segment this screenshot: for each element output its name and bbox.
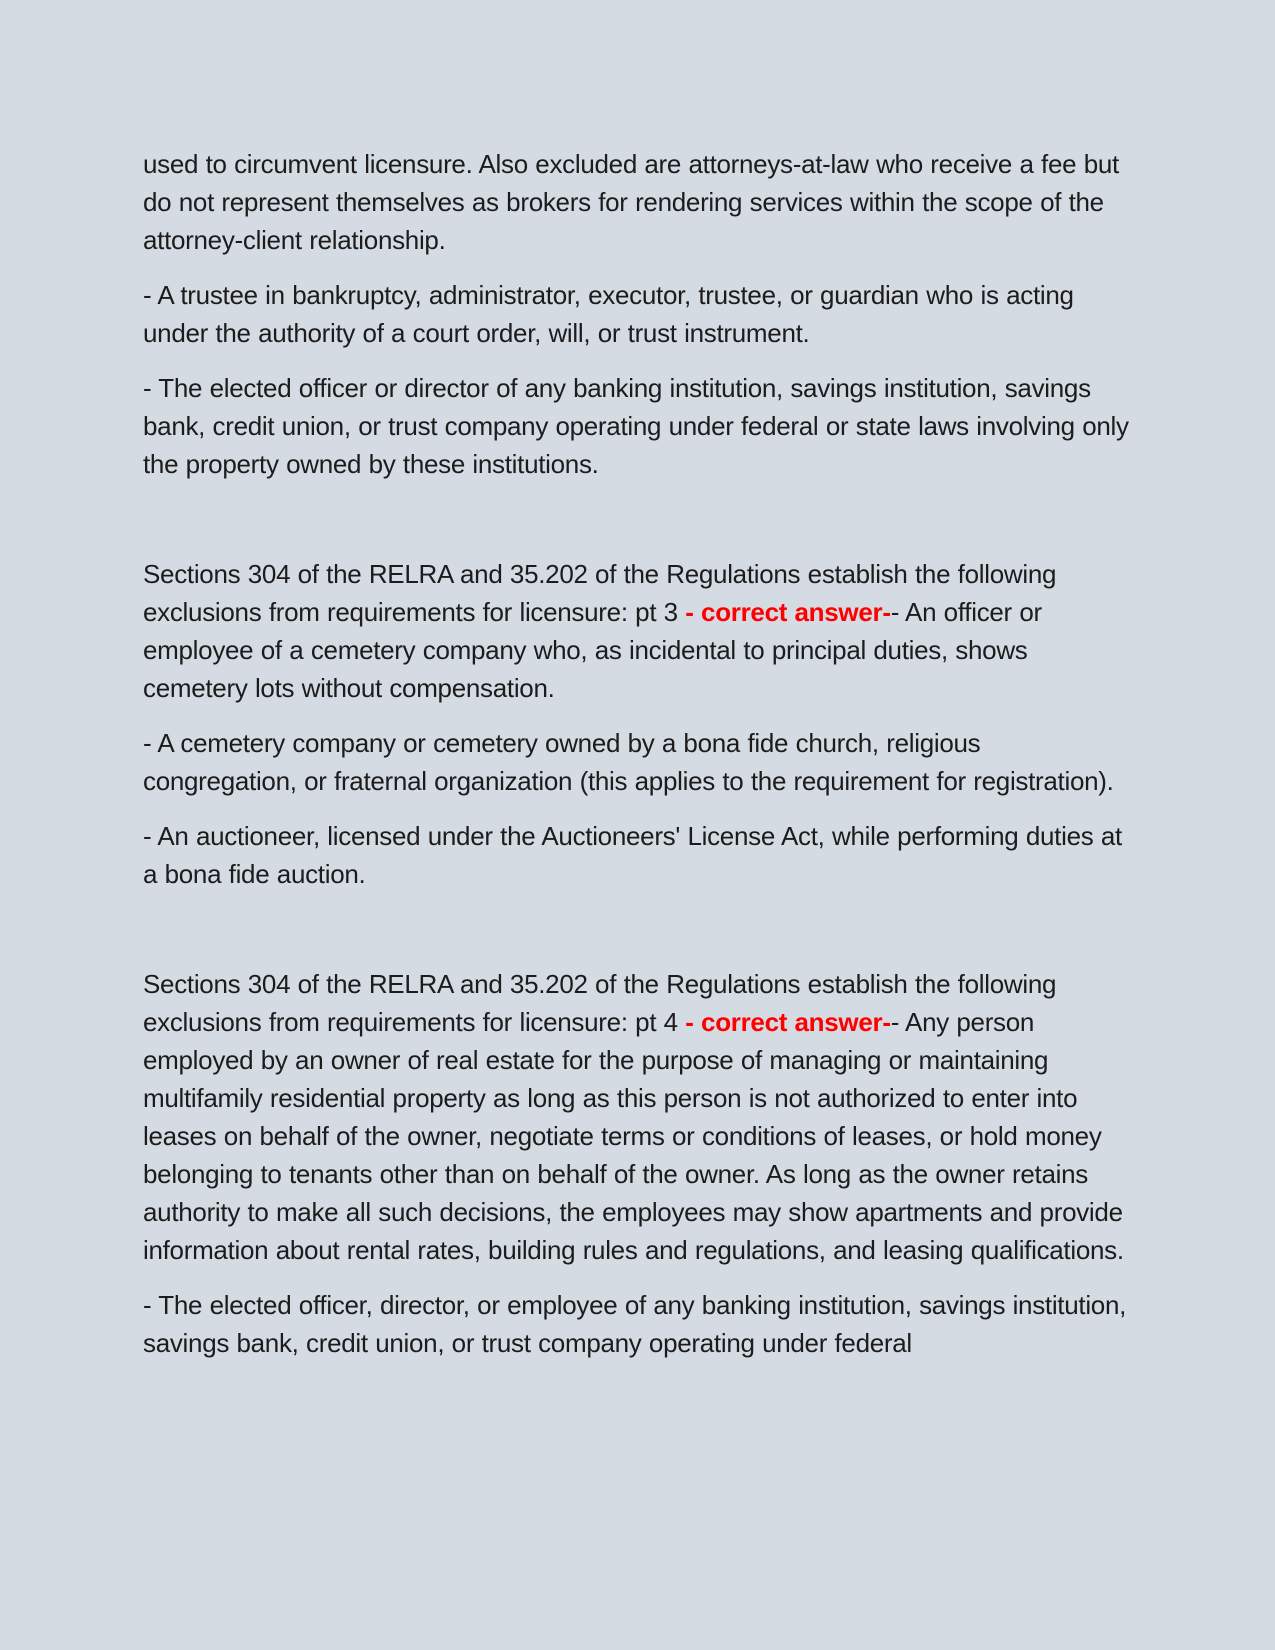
answer-text: - Any person employed by an owner of real estate for the purpose of managing or maintaining multifamily residential property as long as this person is not authorized to enter into leases on behalf of the owner, negotiate terms or conditions of leases, or hold money belonging to tenants other than on behalf of the owner. As long as the owner retains authority to make all such decisions, the employees may show apartments and provide information about rental rates, building rules and regulations, and leasing qualifications. (143, 1007, 1124, 1265)
paragraph-elected-officer-director (143, 369, 1135, 483)
paragraph-attorney-exclusion (143, 145, 1135, 259)
paragraph-text: - A trustee in bankruptcy, administrator, executor, trustee, or guardian who is acting under the authority of a court order, will, or trust instrument. (143, 280, 1074, 348)
paragraph-trustee-bankruptcy (143, 276, 1135, 352)
paragraph-break (143, 500, 1135, 538)
question-text: Sections 304 of the RELRA and 35.202 of the Regulations establish the following exclusions from requirements for licensure: pt 4 (143, 969, 1057, 1037)
paragraph-cemetery-company (143, 724, 1135, 800)
correct-answer-marker: - correct answer- (685, 597, 891, 627)
paragraph-text: - An auctioneer, licensed under the Auctioneers' License Act, while performing duties at a bona fide auction. (143, 821, 1122, 889)
correct-answer-marker: - correct answer- (685, 1007, 891, 1037)
paragraph-break (143, 910, 1135, 948)
question-text: Sections 304 of the RELRA and 35.202 of the Regulations establish the following exclusions from requirements for licensure: pt 3 (143, 559, 1057, 627)
paragraph-auctioneer (143, 817, 1135, 893)
paragraph-text: - A cemetery company or cemetery owned by a bona fide church, religious congregation, or fraternal organization (this applies to the requirement for registration). (143, 728, 1114, 796)
paragraph-sections-pt3 (143, 555, 1135, 707)
paragraph-sections-pt4 (143, 965, 1135, 1269)
answer-text: - An officer or employee of a cemetery company who, as incidental to principal duties, shows cemetery lots without compensation. (143, 597, 1042, 703)
paragraph-elected-officer-employee (143, 1286, 1135, 1362)
paragraph-text: used to circumvent licensure. Also excluded are attorneys-at-law who receive a fee but do not represent themselves as brokers for rendering services within the scope of the attorney-client relationship. (143, 149, 1119, 255)
paragraph-text: - The elected officer, director, or employee of any banking institution, savings institution, savings bank, credit union, or trust company operating under federal (143, 1290, 1127, 1358)
paragraph-text: - The elected officer or director of any banking institution, savings institution, savings bank, credit union, or trust company operating under federal or state laws involving only the property owned by these institutions. (143, 373, 1129, 479)
